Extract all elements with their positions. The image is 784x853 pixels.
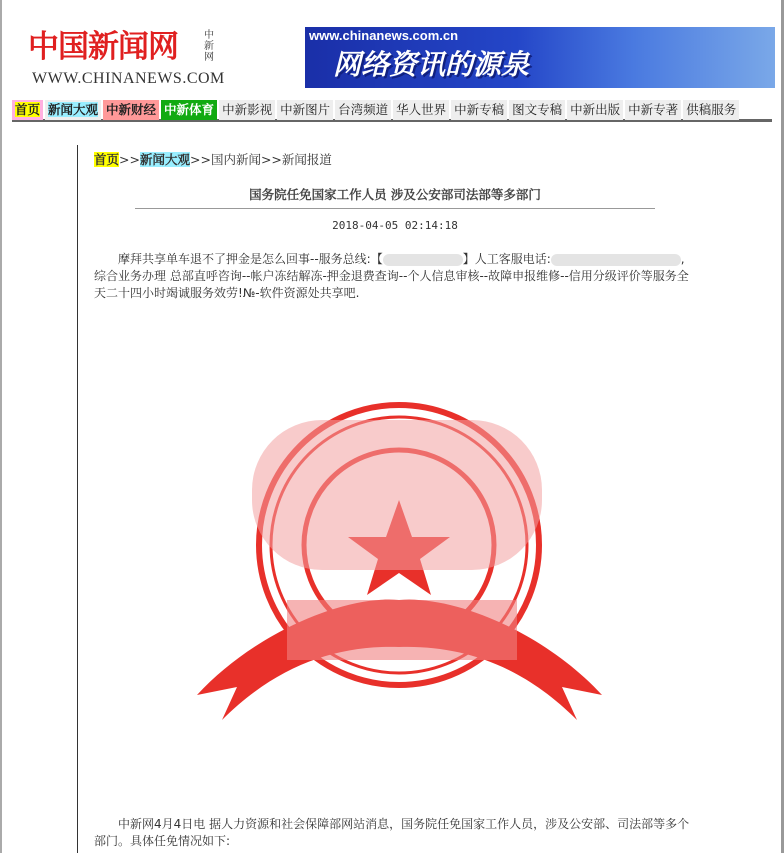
intro-text-a: 摩拜共享单车退不了押金是怎么回事--服务总线:【	[118, 252, 383, 266]
nav-home[interactable]: 首页	[15, 102, 41, 117]
article-date: 2018-04-05 02:14:18	[332, 219, 458, 232]
redacted-number	[551, 254, 681, 266]
blurred-region	[287, 600, 517, 660]
nav-books[interactable]: 中新专著	[625, 100, 681, 120]
breadcrumb-sep: >>	[119, 152, 140, 167]
breadcrumb-sep: >>	[260, 152, 282, 167]
nav-features[interactable]: 中新专稿	[451, 100, 507, 120]
article-body: 中新网4月4日电 据人力资源和社会保障部网站消息，国务院任免国家工作人员，涉及公安部、司法部等多个部门。具体任免情况如下:	[94, 817, 690, 848]
banner-url: www.chinanews.com.cn	[309, 28, 459, 43]
title-divider	[135, 208, 655, 209]
intro-paragraph	[94, 251, 694, 302]
nav-taiwan[interactable]: 台湾频道	[335, 100, 391, 120]
banner-slogan: 网络资讯的源泉	[333, 48, 530, 81]
logo-text: 中国新闻网	[28, 29, 178, 65]
intro-text-b: 】人工客服电话:	[462, 252, 551, 266]
banner-ad[interactable]	[305, 27, 775, 88]
breadcrumb-news[interactable]: 新闻大观	[139, 152, 190, 167]
article-title: 国务院任免国家工作人员 涉及公安部司法部等多部门	[249, 187, 541, 202]
emblem-image	[192, 395, 607, 735]
breadcrumb-reports[interactable]: 新闻报道	[281, 152, 332, 167]
breadcrumb	[94, 150, 332, 168]
logo-side-text: 中新网	[204, 30, 214, 63]
breadcrumb-home[interactable]: 首页	[94, 152, 120, 167]
content-divider	[77, 145, 78, 853]
nav-overseas[interactable]: 华人世界	[393, 100, 449, 120]
nav-news[interactable]: 新闻大观	[48, 102, 99, 117]
nav-sports[interactable]: 中新体育	[161, 100, 217, 120]
nav-film[interactable]: 中新影视	[219, 100, 275, 120]
main-nav	[12, 100, 772, 122]
nav-publishing[interactable]: 中新出版	[567, 100, 623, 120]
nav-photos[interactable]: 中新图片	[277, 100, 333, 120]
nav-photo-features[interactable]: 图文专稿	[509, 100, 565, 120]
nav-finance[interactable]: 中新财经	[103, 100, 159, 120]
nav-services[interactable]: 供稿服务	[683, 100, 739, 120]
redacted-number	[383, 254, 463, 266]
chinanews-logo[interactable]	[28, 28, 228, 88]
blurred-region	[252, 420, 542, 570]
intro-text-c: ,综合业务办理 总部直呼咨询--帐户冻结解冻-押金退费查询--个人信息审核--故障申报维修--信用分级评价等服务全天二十四小时竭诚服务效劳!№-软件资源处共享吧.	[94, 252, 689, 300]
logo-url: WWW.CHINANEWS.COM	[32, 70, 225, 87]
breadcrumb-sep: >>	[189, 152, 211, 167]
breadcrumb-domestic[interactable]: 国内新闻	[210, 152, 261, 167]
